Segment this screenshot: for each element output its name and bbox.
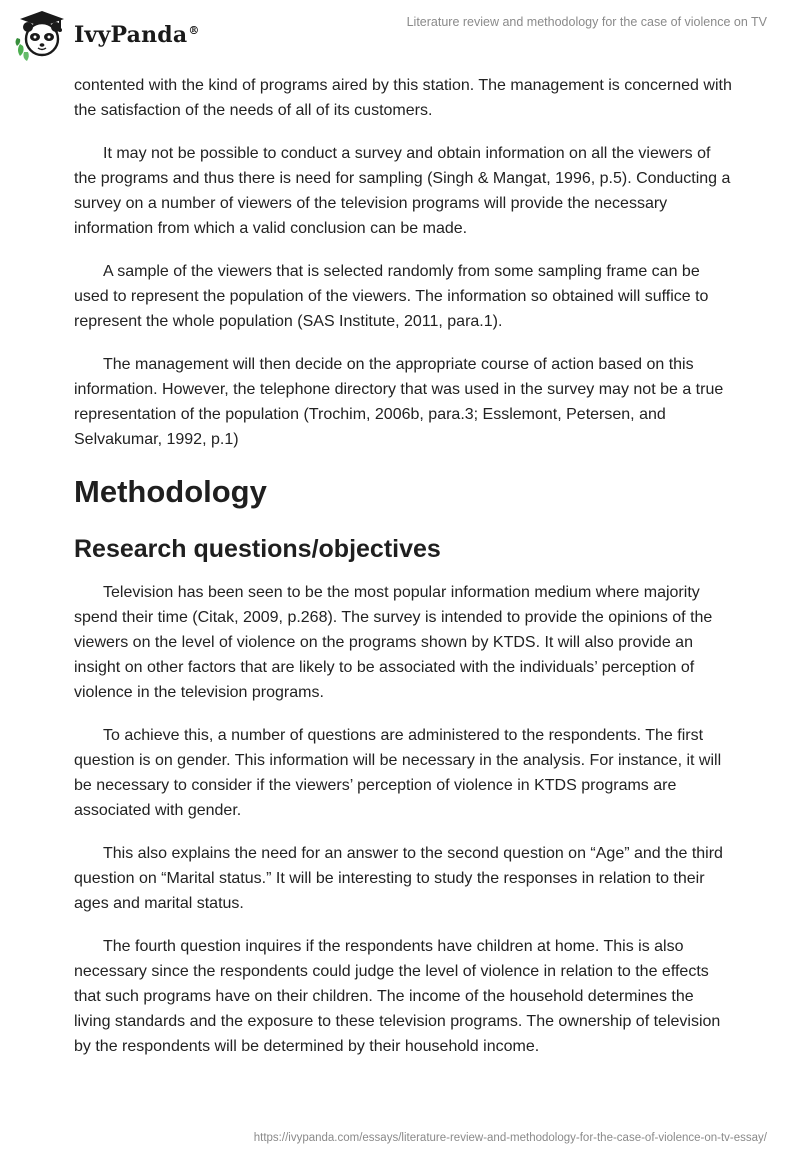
document-title: Literature review and methodology for the case of violence on TV bbox=[406, 15, 767, 29]
ivypanda-logo[interactable] bbox=[14, 8, 200, 62]
article-body bbox=[74, 73, 734, 1077]
paragraph: It may not be possible to conduct a survey and obtain information on all the viewers of the programs and thus there is need for sampling (Singh & Mangat, 1996, p.5). Conducting a survey on a number of viewers of the television programs will provide the necessary information from which a valid conclusion can be made. bbox=[74, 145, 731, 237]
paragraph: Television has been seen to be the most popular information medium where majority spend their time (Citak, 2009, p.268). The survey is intended to provide the opinions of the viewers on the level of violence on the programs shown by KTDS. It will also provide an insight on other factors that are likely to be associated with the individuals’ perception of violence in the television programs. bbox=[74, 584, 713, 701]
paragraph: A sample of the viewers that is selected randomly from some sampling frame can be used to represent the population of the viewers. The information so obtained will suffice to represent the whole population (SAS Institute, 2011, para.1). bbox=[74, 263, 709, 330]
brand-name: IvyPanda® bbox=[74, 22, 200, 48]
panda-graduate-icon bbox=[14, 8, 70, 62]
paragraph: contented with the kind of programs aired by this station. The management is concerned with the satisfaction of the needs of all of its customers. bbox=[74, 77, 732, 119]
subsection-heading-research-questions: Research questions/objectives bbox=[74, 535, 441, 563]
source-url[interactable]: https://ivypanda.com/essays/literature-review-and-methodology-for-the-case-of-violence-on-tv-essay/ bbox=[253, 1132, 767, 1144]
registered-mark: ® bbox=[188, 23, 200, 37]
section-heading-methodology: Methodology bbox=[74, 474, 267, 509]
paragraph: The fourth question inquires if the respondents have children at home. This is also necessary since the respondents could judge the level of violence in relation to the effects that such programs have on their children. The income of the household determines the living standards and the exposure to these television programs. The ownership of television by the respondents will be determined by their household income. bbox=[74, 938, 721, 1055]
paragraph: To achieve this, a number of questions are administered to the respondents. The first question is on gender. This information will be necessary in the analysis. For instance, it will be necessary to consider if the viewers’ perception of violence in KTDS programs are associated with gender. bbox=[74, 727, 722, 819]
paragraph: This also explains the need for an answer to the second question on “Age” and the third question on “Marital status.” It will be interesting to study the responses in relation to their ages and marital status. bbox=[74, 845, 723, 912]
page-header bbox=[0, 0, 800, 70]
paragraph: The management will then decide on the appropriate course of action based on this information. However, the telephone directory that was used in the survey may not be a true representation of the population (Trochim, 2006b, para.3; Esslemont, Petersen, and Selvakumar, 1992, p.1) bbox=[74, 356, 724, 448]
